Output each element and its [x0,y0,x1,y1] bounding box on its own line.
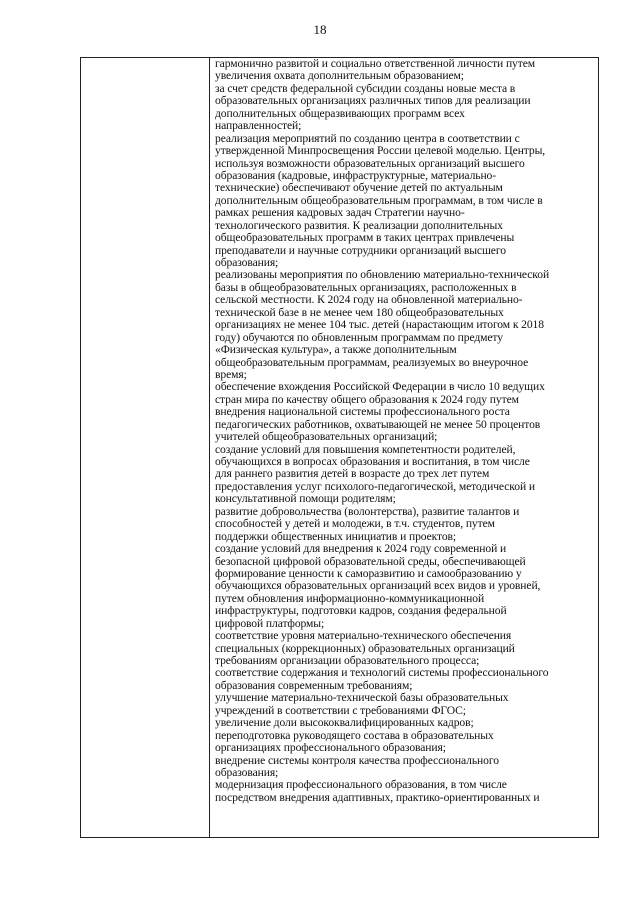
text-line: увеличение доли высококвалифицированных кадров; [215,716,474,730]
text-line: реализованы мероприятия по обновлению материально-технической [215,268,550,282]
text-line: организациях профессионального образования; [215,741,446,755]
text-line: общеобразовательным программам, реализуемых во внеурочное [215,355,529,369]
text-line: время; [215,367,247,381]
text-line: внедрение системы контроля качества профессионального [215,753,499,767]
text-line: обучающихся в вопросах образования и воспитания, в том числе [215,455,530,468]
text-line: утвержденной Минпросвещения России целевой моделью. Центры, [215,144,546,158]
text-line: «Физическая культура», а также дополнительным [215,343,457,357]
text-line: дополнительных общеразвивающих программ всех [215,106,465,120]
text-line: требованиям организации образовательного процесса; [215,654,480,667]
text-line: модернизация профессионального образования, в том числе [215,778,507,792]
text-line: технические) обеспечивают обучение детей по актуальным [215,181,503,195]
text-line: путем обновления информационно-коммуникационной [215,591,485,605]
text-line: учителей общеобразовательных организаций; [215,430,438,444]
text-line: педагогических работников, охватывающей не менее 50 процентов [215,417,541,431]
text-line: технологического развития. К реализации дополнительных [215,218,503,232]
text-line: поддержки общественных инициатив и проектов; [215,529,457,543]
text-line: рамках решения кадровых задач Стратегии научно- [215,206,465,220]
text-line: соответствие содержания и технологий системы профессионального [215,666,549,680]
text-line: базы в общеобразовательных организациях, расположенных в [215,280,517,294]
text-line: инфраструктуры, подготовки кадров, создания федеральной [215,604,507,618]
text-line: преподаватели и научные сотрудники организаций высшего [215,243,506,257]
text-line: организациях не менее 104 тыс. детей (нарастающим итогом к 2018 [215,318,544,332]
text-line: дополнительным общеобразовательным программам, в том числе в [215,193,543,207]
text-line: учреждений в соответствии с требованиями ФГОС; [215,703,466,717]
text-line: для раннего развития детей в возрасте до трех лет путем [215,467,490,481]
text-line: обеспечение вхождения Российской Федерации в число 10 ведущих [215,380,545,394]
text-line: безопасной цифровой образовательной среды, обеспечивающей [215,554,526,568]
text-line: образования; [215,765,279,779]
left-column-empty-cell [81,58,210,837]
text-line: общеобразовательных программ в таких центрах привлечены [215,231,515,245]
text-line: переподготовка руководящего состава в образовательных [215,728,494,742]
text-line: гармонично развитой и социально ответственной личности путем [215,57,536,70]
content-table [80,57,599,838]
text-line: реализация мероприятий по созданию центра в соответствии с [215,131,520,145]
text-line: увеличения охвата дополнительным образованием; [215,69,464,83]
text-line: улучшение материально-технической базы образовательных [215,691,509,705]
text-line: создание условий для внедрения к 2024 году современной и [215,542,507,556]
text-line: предоставления услуг психолого-педагогической, методической и [215,479,535,493]
text-line: направленностей; [215,119,302,133]
text-line: формирование ценности к саморазвитию и самообразованию у [215,566,522,580]
text-line: обучающихся образовательных организаций всех видов и уровней, [215,579,541,593]
text-line: сельской местности. К 2024 году на обновленной материально- [215,293,523,307]
right-column-text-cell [210,58,598,804]
text-line: консультативной помощи родителям; [215,492,396,506]
text-line: развитие добровольчества (волонтерства), развитие талантов и [215,504,520,518]
text-line: соответствие уровня материально-технического обеспечения [215,629,512,643]
text-line: образования (кадровые, инфраструктурные, материально- [215,168,496,182]
page-number: 18 [313,22,327,37]
text-line: стран мира по качеству общего образования к 2024 году путем [215,392,519,406]
text-line: технической базе в не менее чем 180 общеобразовательных [215,305,504,319]
text-line: способностей у детей и молодежи, в т.ч. студентов, путем [215,517,495,531]
text-line: образования современным требованиям; [215,678,413,692]
text-line: цифровой платформы; [215,616,325,630]
text-line: используя возможности образовательных организаций высшего [215,156,525,170]
text-line: образования; [215,256,279,269]
text-line: за счет средств федеральной субсидии созданы новые места в [215,81,516,95]
text-line: создание условий для повышения компетентности родителей, [215,442,516,456]
text-line: образовательных организациях различных типов для реализации [215,94,531,108]
text-line: году) обучаются по обновленным программам по предмету [215,330,503,344]
text-line: посредством внедрения адаптивных, практико-ориентированных и [215,790,540,804]
text-line: внедрения национальной системы профессионального роста [215,405,510,419]
text-line: специальных (коррекционных) образовательных организаций [215,641,515,655]
